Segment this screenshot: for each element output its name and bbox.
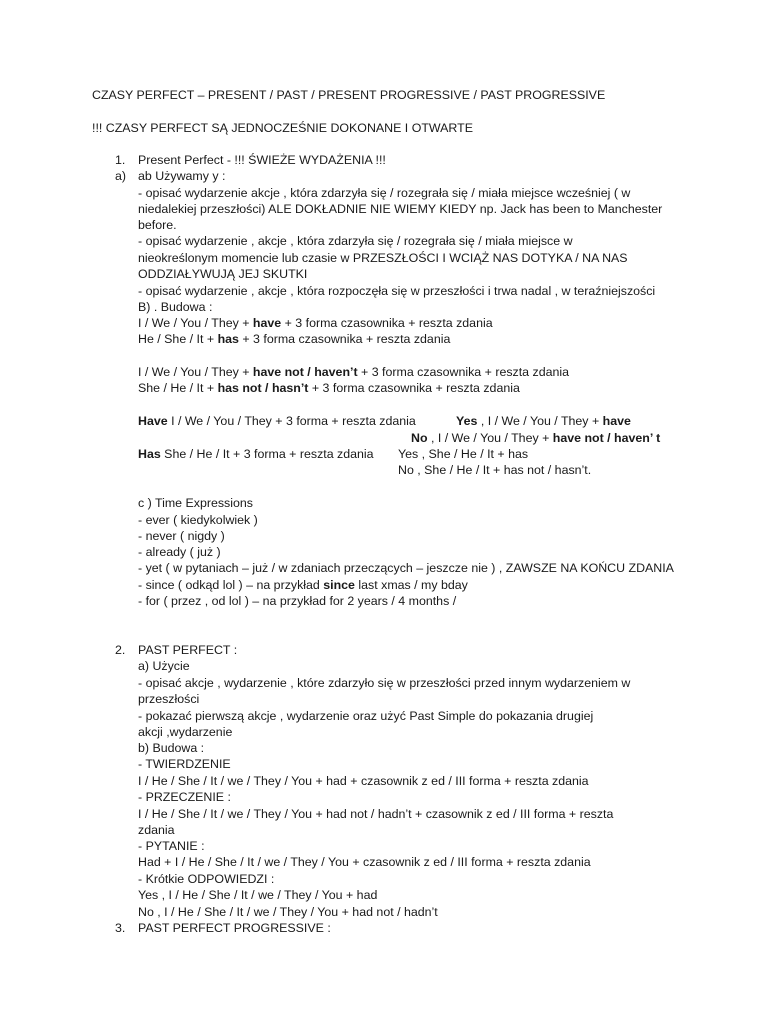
usage-1-line-3: before.: [138, 218, 177, 232]
section-2-number: 2.: [115, 643, 126, 657]
usage-2-line-2: nieokreślonym momencie lub czasie w PRZESZŁOŚCI I WCIĄŻ NAS DOTYKA / NA NAS: [138, 251, 628, 265]
time-expression-already: - already ( już ): [138, 545, 221, 559]
question-has: Has She / He / It + 3 forma + reszta zdania: [138, 447, 374, 461]
pp-negative-line-2: zdania: [138, 823, 175, 837]
pp-short-answers-label: - Krótkie ODPOWIEDZI :: [138, 872, 275, 886]
pp-question-line: Had + I / He / She / It / we / They / You + czasownik z ed / III forma + reszta zdania: [138, 855, 591, 869]
pp-short-answer-no: No , I / He / She / It / we / They / You + had not / hadn’t: [138, 905, 438, 919]
negative-plural: I / We / You / They + have not / haven’t + 3 forma czasownika + reszta zdania: [138, 365, 570, 379]
pp-negative-label: - PRZECZENIE :: [138, 790, 231, 804]
pp-affirmative-label: - TWIERDZENIE: [138, 757, 231, 771]
perfect-note: !!! CZASY PERFECT SĄ JEDNOCZEŚNIE DOKONANE I OTWARTE: [92, 121, 473, 135]
usage-3-line: - opisać wydarzenie , akcje , która rozpoczęła się w przeszłości i trwa nadal , w teraźniejszości: [138, 284, 656, 298]
pp-usage-2-line-2: akcji ,wydarzenie: [138, 725, 233, 739]
pp-structure-label: b) Budowa :: [138, 741, 205, 755]
short-answer-yes-have: Yes , I / We / You / They + have: [456, 414, 631, 428]
time-expression-never: - never ( nigdy ): [138, 529, 225, 543]
section-1-heading: Present Perfect - !!! ŚWIEŻE WYDAŻENIA !!!: [138, 153, 386, 167]
time-expression-yet: - yet ( w pytaniach – już / w zdaniach przeczących – jeszcze nie ) , ZAWSZE NA KOŃCU ZDANIA: [138, 561, 674, 575]
section-1-number: 1.: [115, 153, 126, 167]
usage-2-line-3: ODDZIAŁYWUJĄ JEJ SKUTKI: [138, 267, 308, 281]
pp-usage-1-line-1: - opisać akcje , wydarzenie , które zdarzyło się w przeszłości przed innym wydarzeniem w: [138, 676, 631, 690]
short-answer-yes-has: Yes , She / He / It + has: [398, 447, 529, 461]
section-1a-marker: a): [115, 169, 127, 183]
section-1a-label: ab Używamy y :: [138, 169, 226, 183]
time-expression-for: - for ( przez , od lol ) – na przykład for 2 years / 4 months /: [138, 594, 457, 608]
usage-1-line-2: niedalekiej przeszłości) ALE DOKŁADNIE NIE WIEMY KIEDY np. Jack has been to Manchester: [138, 202, 663, 216]
pp-short-answer-yes: Yes , I / He / She / It / we / They / You + had: [138, 888, 378, 902]
time-expression-ever: - ever ( kiedykolwiek ): [138, 513, 258, 527]
short-answer-no-has: No , She / He / It + has not / hasn’t.: [398, 463, 592, 477]
usage-2-line-1: - opisać wydarzenie , akcje , która zdarzyła się / rozegrała się / miała miejsce w: [138, 234, 573, 248]
time-expressions-label: c ) Time Expressions: [138, 496, 253, 510]
document-title: CZASY PERFECT – PRESENT / PAST / PRESENT PROGRESSIVE / PAST PROGRESSIVE: [92, 88, 606, 102]
section-2-heading: PAST PERFECT :: [138, 643, 238, 657]
section-3-number: 3.: [115, 921, 126, 935]
short-answer-no-have: No , I / We / You / They + have not / haven’ t: [411, 431, 661, 445]
time-expression-since: - since ( odkąd lol ) – na przykład since last xmas / my bday: [138, 578, 468, 592]
pp-question-label: - PYTANIE :: [138, 839, 205, 853]
affirmative-plural: I / We / You / They + have + 3 forma czasownika + reszta zdania: [138, 316, 493, 330]
pp-usage-2-line-1: - pokazać pierwszą akcje , wydarzenie oraz użyć Past Simple do pokazania drugiej: [138, 709, 594, 723]
question-have: Have I / We / You / They + 3 forma + reszta zdania: [138, 414, 416, 428]
affirmative-singular: He / She / It + has + 3 forma czasownika + reszta zdania: [138, 332, 451, 346]
pp-affirmative-line: I / He / She / It / we / They / You + had + czasownik z ed / III forma + reszta zdania: [138, 774, 589, 788]
pp-usage-1-line-2: przeszłości: [138, 692, 200, 706]
section-2a-label: a) Użycie: [138, 659, 190, 673]
negative-singular: She / He / It + has not / hasn’t + 3 forma czasownika + reszta zdania: [138, 381, 520, 395]
section-3-heading: PAST PERFECT PROGRESSIVE :: [138, 921, 331, 935]
usage-1-line-1: - opisać wydarzenie akcje , która zdarzyła się / rozegrała się / miała miejsce wcześniej ( w: [138, 186, 631, 200]
structure-label: B) . Budowa :: [138, 300, 213, 314]
pp-negative-line-1: I / He / She / It / we / They / You + had not / hadn’t + czasownik z ed / III forma + reszta: [138, 807, 614, 821]
